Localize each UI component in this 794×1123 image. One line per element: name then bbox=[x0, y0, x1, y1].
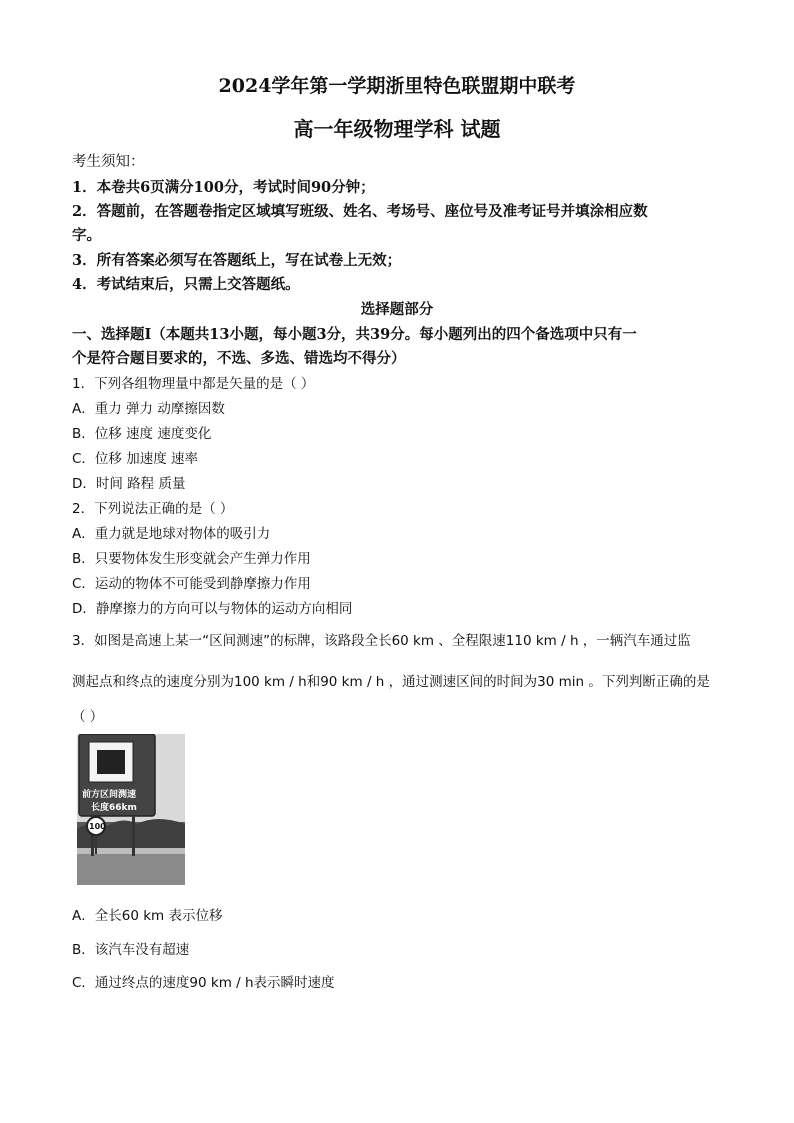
question-3-option-c: C．通过终点的速度90 km / h表示瞬时速度 bbox=[72, 975, 335, 991]
question-2-option-a: A．重力就是地球对物体的吸引力 bbox=[72, 526, 271, 542]
question-2-option-d: D．静摩擦力的方向可以与物体的运动方向相同 bbox=[72, 601, 353, 617]
sign-text: 前方区间测速 bbox=[82, 790, 137, 800]
question-3-stem: （ ） bbox=[72, 709, 104, 725]
question-2-option-c: C．运动的物体不可能受到静摩擦力作用 bbox=[72, 576, 311, 592]
exam-title: 2024学年第一学期浙里特色联盟期中联考 bbox=[218, 75, 576, 97]
question-2-option-b: B．只要物体发生形变就会产生弹力作用 bbox=[72, 551, 311, 567]
question-1-option-a: A．重力 弹力 动摩擦因数 bbox=[72, 401, 225, 417]
question-3-option-a: A．全长60 km 表示位移 bbox=[72, 908, 223, 924]
question-1-stem: 1．下列各组物理量中都是矢量的是（ ） bbox=[72, 376, 315, 392]
notice-item: 3．所有答案必须写在答题纸上，写在试卷上无效； bbox=[72, 252, 402, 269]
section-instruction: 个是符合题目要求的，不选、多选、错选均不得分） bbox=[72, 350, 406, 367]
question-3-option-b: B．该汽车没有超速 bbox=[72, 942, 190, 958]
exam-subtitle: 高一年级物理学科 试题 bbox=[293, 117, 501, 141]
question-1-option-b: B．位移 速度 速度变化 bbox=[72, 426, 212, 442]
notice-item: 字。 bbox=[72, 227, 101, 244]
notice-item: 1．本卷共6页满分100分，考试时间90分钟； bbox=[72, 179, 375, 196]
question-1-option-c: C．位移 加速度 速率 bbox=[72, 451, 199, 467]
question-3-stem: 3．如图是高速上某一“区间测速”的标牌，该路段全长60 km 、全程限速110 km / h ，一辆汽车通过监 bbox=[72, 633, 691, 649]
notice-item: 4．考试结束后，只需上交答题纸。 bbox=[72, 276, 300, 293]
speed-zone-sign-photo bbox=[77, 734, 185, 885]
speed-limit-number: 100 bbox=[89, 822, 106, 831]
section-heading: 选择题部分 bbox=[360, 301, 434, 318]
question-2-stem: 2．下列说法正确的是（ ） bbox=[72, 501, 234, 517]
question-3-stem: 测起点和终点的速度分别为100 km / h和90 km / h ，通过测速区间的时间为30 min 。下列判断正确的是 bbox=[72, 674, 710, 690]
notice-item: 2．答题前，在答题卷指定区域填写班级、姓名、考场号、座位号及准考证号并填涂相应数 bbox=[72, 203, 648, 220]
speed-zone-sign-illustration bbox=[77, 734, 185, 885]
section-instruction: 一、选择题Ⅰ（本题共13小题，每小题3分，共39分。每小题列出的四个备选项中只有一 bbox=[72, 326, 637, 343]
sign-text: 长度66km bbox=[91, 803, 137, 813]
notice-heading: 考生须知： bbox=[72, 154, 145, 170]
question-1-option-d: D．时间 路程 质量 bbox=[72, 476, 186, 492]
